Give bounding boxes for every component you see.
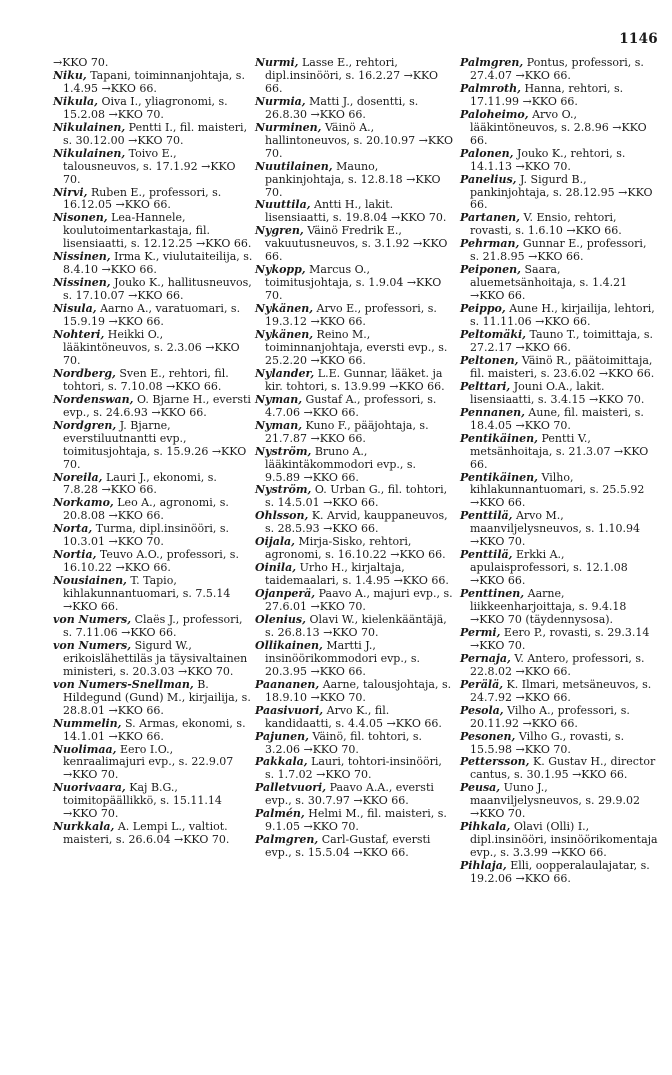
directory-entry: [460, 381, 658, 407]
entry-surname: Nuutilainen,: [255, 159, 333, 173]
entry-details: Vilho, kihlakunnantuomari, s. 25.5.92 →KKO 66.: [470, 470, 645, 510]
entry-details: Sigurd W., erikoislähettiläs ja täysivaltainen ministeri, s. 20.3.03 →KKO 70.: [63, 638, 248, 678]
entry-details: Mauno, pankinjohtaja, s. 12.8.18 →KKO 70.: [265, 159, 441, 199]
entry-surname: Pelttari,: [460, 379, 511, 393]
entry-details: Jouni O.A., lakit. lisensiaatti, s. 3.4.15 →KKO 70.: [470, 379, 645, 406]
entry-details: Reino M., toiminnanjohtaja, eversti evp., s. 25.2.20 →KKO 66.: [265, 328, 448, 367]
entry-details: Gustaf A., professori, s. 4.7.06 →KKO 66.: [265, 392, 437, 419]
entry-details: Väinö R., päätoimittaja, fil. maisteri, s. 23.6.02 →KKO 66.: [470, 353, 655, 380]
directory-entry: [255, 264, 453, 303]
directory-entry: [460, 83, 658, 109]
entry-details: Väinö Fredrik E., vakuutusneuvos, s. 3.1.92 →KKO 66.: [265, 224, 448, 264]
entry-details: Olavi W., kielenkääntäjä, s. 26.8.13 →KKO 70.: [265, 612, 447, 639]
directory-entry: [460, 782, 658, 821]
entry-details: Irma K., viulutaiteilija, s. 8.4.10 →KKO 66.: [63, 250, 253, 277]
entry-surname: Nisula,: [53, 302, 97, 316]
directory-entry: [255, 329, 453, 368]
entry-surname: Pajunen,: [255, 729, 309, 743]
entry-details: Tapani, toiminnanjohtaja, s. 1.4.95 →KKO 66.: [63, 68, 245, 95]
entry-details: Aarne, talousjohtaja, s. 18.9.10 →KKO 70.: [265, 677, 452, 704]
entry-surname: Pennanen,: [460, 405, 525, 419]
entry-details: Helmi M., fil. maisteri, s. 9.1.05 →KKO 70.: [265, 807, 447, 834]
directory-entry: [53, 614, 253, 640]
entry-details: Antti H., lakit. lisensiaatti, s. 19.8.04 →KKO 70.: [265, 198, 447, 225]
directory-entry: [460, 860, 658, 886]
entry-surname: Ollikainen,: [255, 638, 323, 652]
directory-entry: [460, 355, 658, 381]
directory-entry: [255, 225, 453, 264]
entry-surname: Penttinen,: [460, 587, 525, 601]
directory-entry: [53, 744, 253, 783]
directory-entry: [255, 705, 453, 731]
entry-details: Vilho A., professori, s. 20.11.92 →KKO 66.: [470, 703, 630, 730]
entry-surname: Nyström,: [255, 444, 312, 458]
entry-surname: Palmgren,: [460, 56, 524, 69]
directory-entry: [255, 588, 453, 614]
entry-surname: Nurminen,: [255, 120, 322, 134]
directory-entry: [460, 705, 658, 731]
directory-entry: [255, 562, 453, 588]
directory-entry: [53, 187, 253, 213]
entry-surname: Penttilä,: [460, 509, 513, 523]
entry-details: Paavo A., majuri evp., s. 27.6.01 →KKO 70.: [265, 587, 453, 614]
entry-details: Pentti I., fil. maisteri, s. 30.12.00 →KKO 70.: [63, 120, 248, 147]
entry-details: Lasse E., rehtori, dipl.insinööri, s. 16.2.27 →KKO 66.: [265, 56, 438, 95]
column-2: [255, 57, 453, 860]
entry-details: Heikki O., lääkintöneuvos, s. 2.3.06 →KKO 70.: [63, 328, 240, 367]
directory-entry: [460, 549, 658, 588]
directory-entry: [255, 96, 453, 122]
entry-surname: Nurmi,: [255, 56, 299, 69]
entry-surname: Palletvuori,: [255, 781, 327, 795]
entry-surname: Pernaja,: [460, 651, 511, 665]
directory-entry: [460, 756, 658, 782]
entry-surname: Palonen,: [460, 146, 514, 160]
entry-surname: Pesonen,: [460, 729, 516, 743]
entry-details: K. Ilmari, metsäneuvos, s. 24.7.92 →KKO 66.: [470, 677, 652, 704]
entry-details: K. Arvid, kauppaneuvos, s. 28.5.93 →KKO 66.: [265, 509, 448, 536]
directory-entry: [53, 122, 253, 148]
directory-entry: [53, 549, 253, 575]
entry-details: Aarno A., varatuomari, s. 15.9.19 →KKO 66.: [63, 302, 241, 329]
entry-details: Arvo E., professori, s. 19.3.12 →KKO 66.: [265, 302, 437, 329]
entry-surname: Paasivuori,: [255, 703, 324, 717]
entry-details: Lea-Hannele, koulutoimentarkastaja, fil. lisensiaatti, s. 12.12.25 →KKO 66.: [63, 211, 252, 251]
entry-details: J. Sigurd B., pankinjohtaja, s. 28.12.95 →KKO 66.: [470, 172, 653, 212]
entry-details: Aune H., kirjailija, lehtori, s. 11.11.06 →KKO 66.: [470, 302, 655, 329]
directory-entry: [53, 251, 253, 277]
entry-details: K. Gustav H., director cantus, s. 30.1.95 →KKO 66.: [470, 755, 656, 782]
entry-surname: Pesola,: [460, 703, 504, 717]
directory-entry: [255, 446, 453, 485]
entry-surname: Nissinen,: [53, 250, 111, 264]
entry-surname: Ohlsson,: [255, 509, 309, 523]
directory-entry: [255, 614, 453, 640]
directory-entry: [460, 472, 658, 511]
directory-entry: [53, 821, 253, 847]
entry-details: Olavi (Olli) I., dipl.insinööri, insinöörikomentaja evp., s. 3.3.99 →KKO 66.: [470, 820, 658, 860]
entry-details: Aune, fil. maisteri, s. 18.4.05 →KKO 70.: [470, 405, 644, 432]
entry-surname: Palmgren,: [255, 833, 319, 847]
entry-details: Kaj B.G., toimitopäällikkö, s. 15.11.14 →KKO 70.: [63, 781, 222, 821]
entry-surname: Nikulainen,: [53, 120, 126, 134]
entry-surname: Paloheimo,: [460, 107, 529, 121]
entry-details: Ruben E., professori, s. 16.12.05 →KKO 66.: [63, 185, 222, 212]
entry-surname: Nurmia,: [255, 94, 306, 108]
entry-surname: Nordgren,: [53, 418, 117, 432]
entry-surname: von Numers,: [53, 612, 132, 626]
entry-details: Gunnar E., professori, s. 21.8.95 →KKO 66.: [470, 237, 647, 264]
directory-entry: [255, 808, 453, 834]
entry-details: Uuno J., maanviljelysneuvos, s. 29.9.02 →KKO 70.: [470, 781, 640, 821]
directory-entry: [255, 536, 453, 562]
entry-surname: Perälä,: [460, 677, 504, 691]
entry-surname: Pettersson,: [460, 755, 530, 769]
entry-surname: Peusa,: [460, 781, 501, 795]
directory-entry: [255, 394, 453, 420]
directory-entry: [255, 679, 453, 705]
entry-details: L.E. Gunnar, lääket. ja kir. tohtori, s. 13.9.99 →KKO 66.: [265, 366, 445, 393]
entry-details: →KKO 70.: [53, 56, 109, 69]
directory-entry: [460, 238, 658, 264]
entry-surname: Nykänen,: [255, 328, 314, 342]
entry-details: O. Urban G., fil. tohtori, s. 14.5.01 →KKO 66.: [265, 483, 448, 510]
directory-entry: [53, 718, 253, 744]
entry-surname: Nylander,: [255, 366, 315, 380]
entry-surname: Peltomäki,: [460, 328, 526, 342]
entry-surname: Panelius,: [460, 172, 517, 186]
entry-details: Kuno F., pääjohtaja, s. 21.7.87 →KKO 66.: [265, 418, 429, 445]
directory-entry: [255, 122, 453, 161]
entry-details: Tauno T., toimittaja, s. 27.2.17 →KKO 66.: [470, 328, 654, 354]
entry-details: Urho H., kirjaltaja, taidemaalari, s. 1.4.95 →KKO 66.: [265, 561, 449, 588]
directory-entry: [255, 484, 453, 510]
entry-surname: Pihlaja,: [460, 859, 507, 873]
entry-details: Elli, oopperalaulajatar, s. 19.2.06 →KKO 66.: [470, 859, 650, 886]
directory-entry: [460, 588, 658, 627]
entry-surname: Nousiainen,: [53, 574, 127, 588]
directory-entry: [460, 303, 658, 329]
directory-entry: [53, 640, 253, 679]
directory-entry: [53, 212, 253, 251]
entry-details: Toivo E., talousneuvos, s. 17.1.92 →KKO 70.: [63, 146, 236, 186]
entry-details: A. Lempi L., valtiot. maisteri, s. 26.6.04 →KKO 70.: [63, 820, 230, 847]
entry-surname: Niku,: [53, 68, 87, 82]
entry-details: Oiva I., yliagronomi, s. 15.2.08 →KKO 70.: [63, 94, 228, 121]
entry-details: Mirja-Sisko, rehtori, agronomi, s. 16.10.22 →KKO 66.: [265, 535, 446, 562]
directory-entry: [255, 368, 453, 394]
entry-surname: Nummelin,: [53, 716, 122, 730]
entry-surname: Nygren,: [255, 224, 304, 238]
entry-details: Väinö A., hallintoneuvos, s. 20.10.97 →KKO 70.: [265, 120, 453, 160]
column-1: [53, 57, 253, 847]
entry-surname: von Numers-Snellman,: [53, 677, 194, 691]
directory-entry: [460, 679, 658, 705]
entry-details: Saara, aluemetsänhoitaja, s. 1.4.21 →KKO 66.: [470, 263, 628, 303]
directory-entry: [255, 834, 453, 860]
entry-surname: Nissinen,: [53, 276, 111, 290]
directory-entry: [460, 627, 658, 653]
entry-details: Vilho G., rovasti, s. 15.5.98 →KKO 70.: [470, 729, 625, 756]
directory-entry: [53, 497, 253, 523]
directory-entry: [255, 303, 453, 329]
directory-entry: [460, 212, 658, 238]
directory-entry: [255, 57, 453, 96]
entry-details: V. Ensio, rehtori, rovasti, s. 1.6.10 →KKO 66.: [470, 211, 622, 238]
entry-surname: Norkamo,: [53, 496, 114, 510]
entry-surname: Oijala,: [255, 535, 296, 549]
entry-surname: Nirvi,: [53, 185, 88, 199]
entry-surname: Nortia,: [53, 548, 97, 562]
entry-surname: Nyström,: [255, 483, 312, 497]
entry-surname: Oinila,: [255, 561, 297, 575]
directory-entry: [53, 782, 253, 821]
entry-surname: Pentikäinen,: [460, 431, 538, 445]
directory-entry: [255, 731, 453, 757]
entry-surname: Nordenswan,: [53, 392, 134, 406]
entry-details: Jouko K., hallitusneuvos, s. 17.10.07 →KKO 66.: [63, 276, 252, 303]
directory-entry: [255, 161, 453, 200]
directory-entry: [460, 109, 658, 148]
directory-entry: [255, 640, 453, 679]
entry-details: Eero I.O., kenraalimajuri evp., s. 22.9.07 →KKO 70.: [63, 742, 234, 782]
page-number: 1146: [619, 31, 658, 47]
entry-details: S. Armas, ekonomi, s. 14.1.01 →KKO 66.: [63, 716, 246, 743]
entry-details: Arvo K., fil. kandidaatti, s. 4.4.05 →KKO 66.: [265, 703, 442, 730]
directory-entry: [53, 277, 253, 303]
directory-entry: [53, 70, 253, 96]
directory-entry: [53, 368, 253, 394]
entry-surname: Nohteri,: [53, 328, 105, 342]
entry-surname: Peiponen,: [460, 263, 522, 277]
entry-surname: Nykopp,: [255, 263, 306, 277]
entry-surname: Peippo,: [460, 302, 506, 316]
entry-details: Sven E., rehtori, fil. tohtori, s. 7.10.08 →KKO 66.: [63, 366, 229, 393]
entry-details: Marcus O., toimitusjohtaja, s. 1.9.04 →KKO 70.: [265, 263, 442, 303]
directory-entry: [460, 264, 658, 303]
entry-surname: Ojanperä,: [255, 587, 316, 601]
entry-surname: Noreila,: [53, 470, 103, 484]
entry-surname: Olenius,: [255, 612, 306, 626]
entry-surname: Nuorivaara,: [53, 781, 126, 795]
column-3: [460, 57, 658, 886]
directory-entry: [53, 394, 253, 420]
entry-surname: Nyman,: [255, 392, 303, 406]
entry-details: Aarne, liikkeenharjoittaja, s. 9.4.18 →KKO 70 (täydennysosa).: [470, 587, 627, 626]
entry-details: Eero P., rovasti, s. 29.3.14 →KKO 70.: [470, 625, 650, 652]
entry-details: Martti J., insinöörikommodori evp., s. 20.3.95 →KKO 66.: [265, 638, 420, 678]
entry-details: J. Bjarne, everstiluutnantti evp., toimitusjohtaja, s. 15.9.26 →KKO 70.: [63, 418, 247, 471]
entry-details: V. Antero, professori, s. 22.8.02 →KKO 66.: [470, 651, 645, 678]
directory-entry: [460, 433, 658, 472]
directory-entry: [255, 199, 453, 225]
entry-surname: Nuolimaa,: [53, 742, 117, 756]
directory-entry: [460, 407, 658, 433]
entry-details: Lauri, tohtori-insinööri, s. 1.7.02 →KKO 70.: [265, 755, 442, 782]
directory-entry: [255, 420, 453, 446]
entry-surname: Permi,: [460, 625, 501, 639]
entry-surname: Palmroth,: [460, 81, 521, 95]
entry-surname: Partanen,: [460, 211, 520, 225]
entry-details: Pentti V., metsänhoitaja, s. 21.3.07 →KKO 66.: [470, 431, 649, 471]
entry-surname: Nykänen,: [255, 302, 314, 316]
entry-details: Arvo O., lääkintöneuvos, s. 2.8.96 →KKO 66.: [470, 107, 647, 147]
entry-details: Väinö, fil. tohtori, s. 3.2.06 →KKO 70.: [265, 729, 423, 756]
directory-entry: [460, 731, 658, 757]
entry-details: B. Hildegund (Gund) M., kirjailija, s. 28.8.01 →KKO 66.: [63, 677, 251, 717]
directory-entry: [255, 782, 453, 808]
entry-details: Teuvo A.O., professori, s. 16.10.22 →KKO 66.: [63, 548, 239, 575]
entry-details: Paavo A.A., eversti evp., s. 30.7.97 →KKO 66.: [265, 781, 434, 808]
directory-entry: [53, 303, 253, 329]
directory-entry: [460, 653, 658, 679]
directory-entry: [53, 96, 253, 122]
entry-surname: Peltonen,: [460, 353, 519, 367]
entry-surname: Norta,: [53, 522, 93, 536]
directory-entry: [53, 575, 253, 614]
entry-surname: Pehrman,: [460, 237, 520, 251]
entry-surname: Palmén,: [255, 807, 305, 821]
directory-entry: [460, 148, 658, 174]
entry-details: Pontus, professori, s. 27.4.07 →KKO 66.: [470, 56, 644, 82]
entry-surname: Nikulainen,: [53, 146, 126, 160]
entry-details: O. Bjarne H., eversti evp., s. 24.6.93 →KKO 66.: [63, 392, 251, 419]
directory-entry: [460, 510, 658, 549]
entry-details: Jouko K., rehtori, s. 14.1.13 →KKO 70.: [470, 146, 626, 173]
entry-surname: Paananen,: [255, 677, 320, 691]
entry-details: Carl-Gustaf, eversti evp., s. 15.5.04 →KKO 66.: [265, 833, 431, 860]
entry-details: Turma, dipl.insinööri, s. 10.3.01 →KKO 70.: [63, 522, 230, 549]
entry-surname: Penttilä,: [460, 548, 513, 562]
directory-entry: [53, 329, 253, 368]
directory-entry: [53, 523, 253, 549]
entry-surname: Nurkkala,: [53, 820, 115, 834]
directory-entry: [53, 420, 253, 472]
entry-details: Matti J., dosentti, s. 26.8.30 →KKO 66.: [265, 94, 419, 121]
entry-details: Bruno A., lääkintäkommodori evp., s. 9.5.89 →KKO 66.: [265, 444, 416, 484]
entry-surname: Pakkala,: [255, 755, 308, 769]
entry-details: Hanna, rehtori, s. 17.11.99 →KKO 66.: [470, 81, 624, 108]
entry-surname: Nisonen,: [53, 211, 108, 225]
entry-surname: Nordberg,: [53, 366, 116, 380]
directory-entry: [53, 472, 253, 498]
directory-entry: [460, 329, 658, 355]
entry-surname: Pentikäinen,: [460, 470, 538, 484]
entry-details: T. Tapio, kihlakunnantuomari, s. 7.5.14 →KKO 66.: [63, 574, 231, 614]
entry-details: Leo A., agronomi, s. 20.8.08 →KKO 66.: [63, 496, 229, 523]
directory-entry: [255, 510, 453, 536]
directory-entry: [53, 148, 253, 187]
directory-entry: [460, 821, 658, 860]
entry-details: Arvo M., maanviljelysneuvos, s. 1.10.94 →KKO 70.: [470, 509, 640, 549]
directory-entry: [53, 679, 253, 718]
directory-entry: [460, 174, 658, 213]
entry-surname: Nyman,: [255, 418, 303, 432]
entry-surname: Nikula,: [53, 94, 98, 108]
entry-surname: Nuuttila,: [255, 198, 311, 212]
entry-surname: Pihkala,: [460, 820, 511, 834]
entry-details: Lauri J., ekonomi, s. 7.8.28 →KKO 66.: [63, 470, 217, 497]
directory-entry: [255, 756, 453, 782]
directory-entry: [460, 57, 658, 83]
entry-surname: von Numers,: [53, 638, 132, 652]
entry-details: Erkki A., apulaisprofessori, s. 12.1.08 →KKO 66.: [470, 548, 628, 588]
entry-details: Claës J., professori, s. 7.11.06 →KKO 66.: [63, 612, 243, 639]
